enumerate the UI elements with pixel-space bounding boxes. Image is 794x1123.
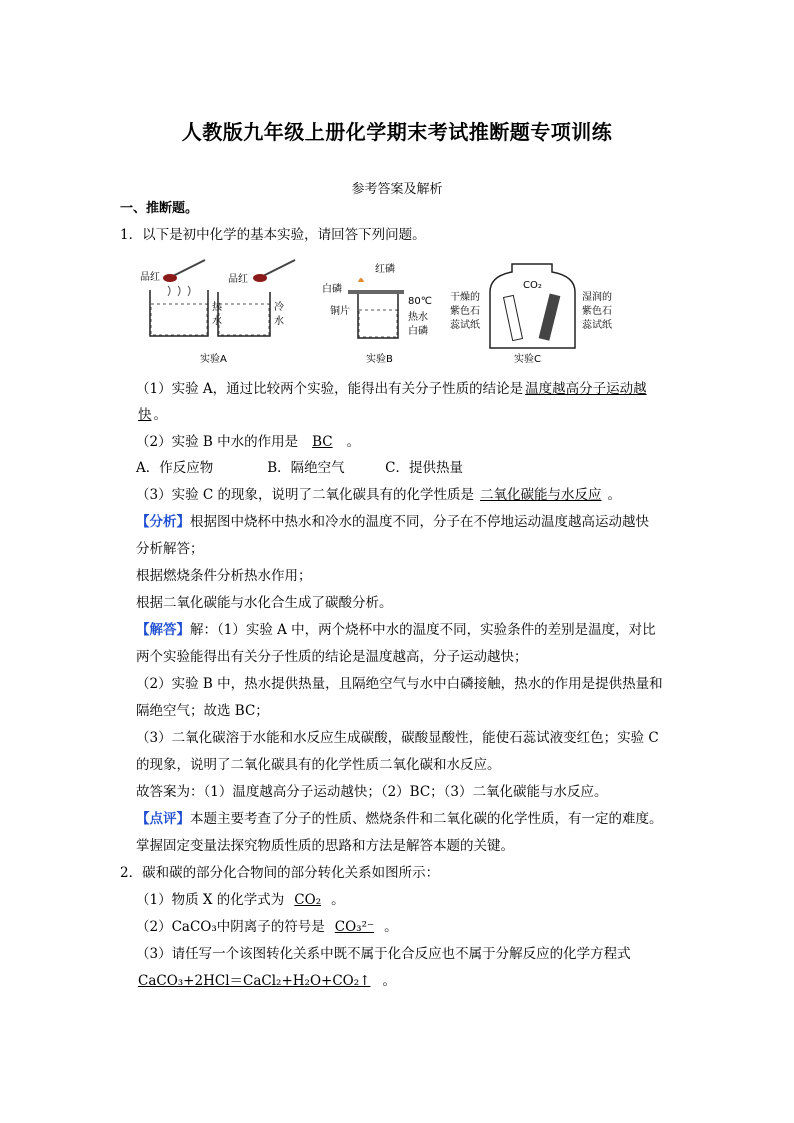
q1-part3-answer: 二氧化碳能与水反应 (480, 487, 602, 503)
wet-litmus-paper (539, 293, 561, 340)
q2-part1-end: 。 (331, 892, 345, 908)
solution-line-4: 隔绝空气；故选 BC； (136, 703, 269, 719)
q1-part2-text: （2）实验 B 中水的作用是 (136, 434, 299, 450)
a-cold-label: 冷 (274, 302, 284, 313)
spoon-bowl-2 (253, 274, 267, 282)
c-dry-2: 紫色石 (450, 306, 480, 317)
solution-line-1 (136, 621, 656, 639)
comment-text-1: 本题主要考查了分子的性质、燃烧条件和二氧化碳的化学性质，有一定的难度。 (190, 811, 663, 827)
flame-icon (358, 278, 364, 282)
b-white-phosphorus-bottom: 白磷 (408, 326, 428, 337)
experiment-a (140, 260, 295, 365)
experiment-b (322, 262, 432, 365)
caption-c: 实验C (514, 354, 541, 365)
q1-part1-text: （1）实验 A，通过比较两个实验，能得出有关分子性质的结论是 (136, 381, 524, 397)
q1-options: A．作反应物 B．隔绝空气 C．提供热量 (136, 460, 463, 476)
q2-part2 (136, 918, 398, 936)
analysis-text-1: 根据图中烧杯中热水和冷水的温度不同，分子在不停地运动温度越高运动越快 (190, 514, 649, 530)
q2-part2-text: （2）CaCO₃中阴离子的符号是 (136, 919, 325, 935)
cold-water (219, 304, 269, 335)
q1-part1-answer-a: 温度越高分子运动越 (525, 381, 647, 397)
beaker-hot (150, 290, 208, 336)
caption-a: 实验A (200, 354, 227, 365)
solution-line-6: 的现象，说明了二氧化碳具有的化学性质二氧化碳和水反应。 (136, 757, 501, 773)
q1-part1-cont (136, 406, 167, 424)
q2-part1 (136, 891, 345, 909)
section-heading: 一、推断题。 (120, 201, 199, 216)
q1-part1-end: 。 (153, 407, 167, 423)
subtitle: 参考答案及解析 (351, 182, 443, 197)
analysis-line-2: 分析解答； (136, 541, 204, 557)
a-cold-label-2: 水 (274, 316, 284, 327)
c-wet-1: 湿润的 (582, 292, 612, 303)
analysis-line-1 (136, 513, 649, 531)
a-label-pinhong-2: 品红 (228, 274, 248, 285)
q1-part3 (136, 486, 621, 504)
dry-litmus-paper (504, 295, 523, 340)
hot-water-b (359, 310, 397, 337)
q2-part3-answer: CaCO₃+2HCl＝CaCl₂+H₂O+CO₂↑ (138, 973, 371, 989)
q2-part3-end: 。 (382, 973, 396, 989)
comment-line-1 (136, 810, 663, 828)
a-hot-label-2: 水 (212, 316, 222, 327)
q2-part3: （3）请任写一个该图转化关系中既不属于化合反应也不属于分解反应的化学方程式 (136, 946, 631, 962)
q2-part2-answer: CO₃²⁻ (334, 919, 375, 935)
spoon-bowl-1 (163, 274, 177, 282)
q2-part3-answer-line (136, 972, 396, 990)
solution-tag: 【解答】 (136, 622, 190, 638)
q1-part2-answer: BC (312, 434, 333, 450)
answer-summary: 故答案为：（1）温度越高分子运动越快；（2）BC；（3）二氧化碳能与水反应。 (136, 784, 608, 800)
b-hotwater-label: 热水 (408, 312, 428, 323)
c-wet-2: 紫色石 (582, 306, 612, 317)
copper-sheet (348, 290, 404, 294)
q1-part3-end: 。 (607, 487, 622, 503)
comment-line-2: 掌握固定变量法探究物质性质的思路和方法是解答本题的关键。 (136, 838, 514, 854)
experiment-figure (130, 252, 630, 372)
experiment-c (450, 264, 612, 365)
q2-part1-text: （1）物质 X 的化学式为 (136, 892, 285, 908)
analysis-tag: 【分析】 (136, 514, 190, 530)
q2-part1-answer: CO₂ (294, 892, 322, 908)
c-co2-label: CO₂ (523, 280, 542, 291)
solution-text-1: 解：（1）实验 A 中，两个烧杯中水的温度不同，实验条件的差别是温度，对比 (190, 622, 656, 638)
solution-line-5: （3）二氧化碳溶于水能和水反应生成碳酸，碳酸显酸性，能使石蕊试液变红色；实验 C (136, 730, 659, 746)
b-temp-label: 80℃ (408, 296, 432, 307)
a-hot-label: 热 (212, 302, 222, 313)
c-dry-3: 蕊试纸 (450, 320, 480, 331)
c-dry-1: 干燥的 (450, 292, 480, 303)
solution-line-3: （2）实验 B 中，热水提供热量，且隔绝空气与水中白磷接触，热水的作用是提供热量和 (136, 676, 663, 692)
analysis-line-3: 根据燃烧条件分析热水作用； (136, 568, 312, 584)
beaker-b (358, 294, 398, 338)
b-copper-label: 铜片 (330, 306, 350, 317)
hot-water (151, 304, 207, 335)
q2-stem: 2．碳和碳的部分化合物间的部分转化关系如图所示： (120, 865, 440, 881)
q1-part1 (136, 380, 649, 398)
q1-part2-end: 。 (346, 434, 361, 450)
b-white-phosphorus-top: 白磷 (322, 284, 342, 295)
beaker-cold (218, 292, 270, 336)
gas-jar (490, 264, 575, 348)
q1-part2 (136, 433, 360, 451)
q1-part1-answer-b: 快 (138, 407, 152, 423)
a-label-pinhong-1: 品红 (140, 272, 160, 283)
page-title: 人教版九年级上册化学期末考试推断题专项训练 (181, 120, 613, 144)
c-wet-3: 蕊试纸 (582, 320, 612, 331)
caption-b: 实验B (366, 354, 393, 365)
analysis-line-4: 根据二氧化碳能与水化合生成了碳酸分析。 (136, 595, 393, 611)
comment-tag: 【点评】 (136, 811, 190, 827)
q2-part2-end: 。 (384, 919, 398, 935)
b-red-phosphorus: 红磷 (375, 264, 395, 275)
steam-icon (168, 286, 190, 296)
q1-stem: 1．以下是初中化学的基本实验，请回答下列问题。 (120, 227, 426, 243)
solution-line-2: 两个实验能得出有关分子性质的结论是温度越高，分子运动越快； (136, 649, 528, 665)
q1-part3-text: （3）实验 C 的现象，说明了二氧化碳具有的化学性质是 (136, 487, 475, 503)
